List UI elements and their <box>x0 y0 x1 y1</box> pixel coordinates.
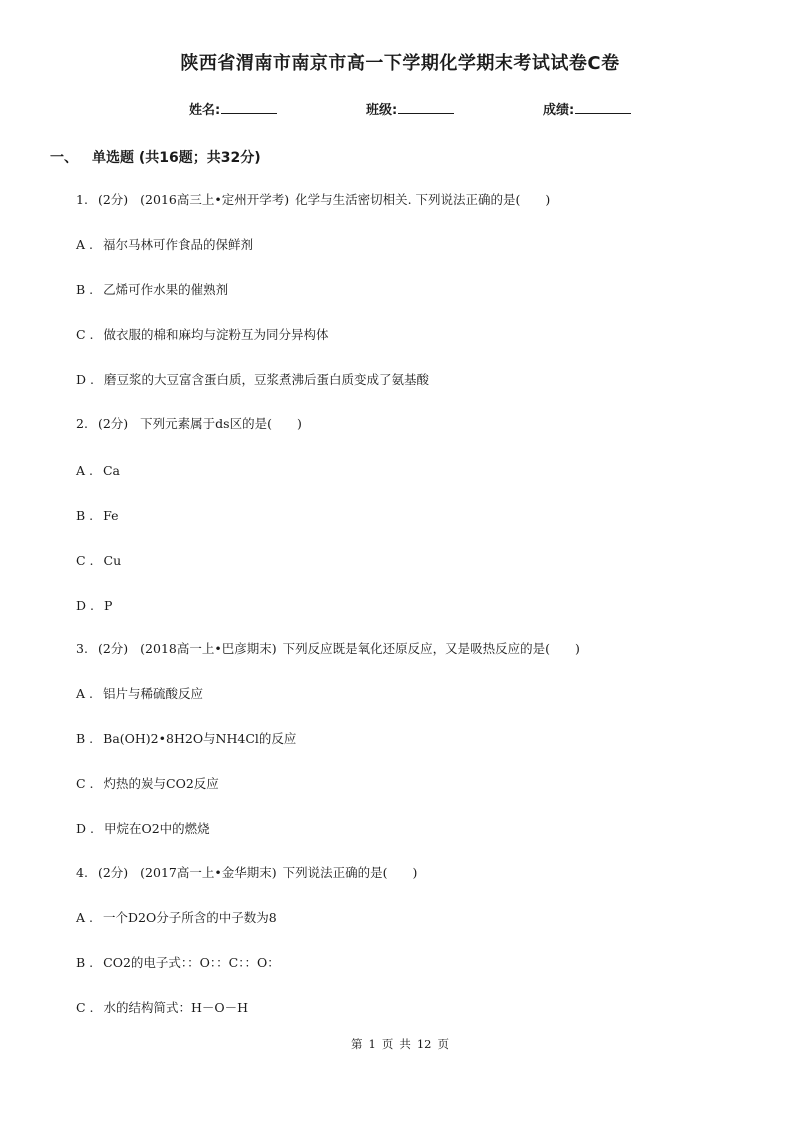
option-letter: D . <box>76 821 94 836</box>
name-label: 姓名: <box>189 103 221 118</box>
exam-title: 陕西省渭南市南京市高一下学期化学期末考试试卷C卷 <box>180 53 620 74</box>
option-text: 甲烷在O2中的燃烧 <box>103 821 210 836</box>
question-source: (2018高一上•巴彦期末) <box>140 641 277 656</box>
question-2 <box>76 416 302 432</box>
option-letter: A . <box>76 686 93 701</box>
option-text: 磨豆浆的大豆富含蛋白质，豆浆煮沸后蛋白质变成了氨基酸 <box>103 372 429 387</box>
option-text: Ca <box>102 463 121 478</box>
name-field <box>189 99 277 118</box>
option-letter: A . <box>76 463 93 478</box>
footer-total-pages: 12 <box>416 1037 432 1051</box>
option-3a[interactable] <box>76 686 203 702</box>
option-text: 做衣服的棉和麻均与淀粉互为同分异构体 <box>103 327 329 342</box>
footer-prefix: 第 <box>351 1037 363 1051</box>
option-letter: A . <box>76 910 93 925</box>
option-4a[interactable] <box>76 910 277 926</box>
option-text: 一个D2O分子所含的中子数为8 <box>102 910 277 925</box>
name-blank[interactable] <box>221 100 277 114</box>
question-number: 1. <box>76 192 88 207</box>
option-1d[interactable] <box>76 372 429 388</box>
option-text: 水的结构简式：H－O－H <box>103 1000 249 1015</box>
score-field <box>543 99 631 118</box>
question-score: (2分) <box>97 192 129 207</box>
question-number: 3. <box>76 641 88 656</box>
footer-suffix: 页 <box>437 1037 449 1051</box>
question-1 <box>76 192 550 208</box>
option-letter: C . <box>76 553 94 568</box>
question-number: 4. <box>76 865 88 880</box>
option-letter: B . <box>76 731 94 746</box>
class-label: 班级: <box>366 103 398 118</box>
question-3 <box>76 641 580 657</box>
option-2c[interactable] <box>76 553 121 569</box>
option-letter: B . <box>76 282 94 297</box>
question-source: (2016高三上•定州开学考) <box>140 192 290 207</box>
question-stem: 下列元素属于ds区的是( ) <box>140 416 302 431</box>
class-blank[interactable] <box>398 100 454 114</box>
footer-total-word: 共 <box>399 1037 411 1051</box>
option-text: Ba(OH)2•8H2O与NH4Cl的反应 <box>103 731 297 746</box>
option-1b[interactable] <box>76 282 228 298</box>
option-4c[interactable] <box>76 1000 248 1016</box>
option-1c[interactable] <box>76 327 329 343</box>
option-letter: B . <box>76 508 94 523</box>
question-stem: 化学与生活密切相关. 下列说法正确的是( ) <box>295 192 551 207</box>
option-2d[interactable] <box>76 598 112 614</box>
option-text: 乙烯可作水果的催熟剂 <box>103 282 229 297</box>
section-title: 单选题 (共16题；共32分) <box>92 150 261 166</box>
option-text: 铝片与稀硫酸反应 <box>102 686 203 701</box>
score-label: 成绩: <box>543 103 575 118</box>
footer-page-number: 1 <box>368 1037 376 1051</box>
option-letter: C . <box>76 1000 94 1015</box>
question-source: (2017高一上•金华期末) <box>140 865 277 880</box>
question-score: (2分) <box>97 865 129 880</box>
question-score: (2分) <box>97 416 129 431</box>
score-blank[interactable] <box>575 100 631 114</box>
option-1a[interactable] <box>76 237 253 253</box>
option-letter: B . <box>76 955 94 970</box>
page-footer <box>0 1036 800 1052</box>
option-letter: C . <box>76 776 94 791</box>
option-3b[interactable] <box>76 731 296 747</box>
question-score: (2分) <box>97 641 129 656</box>
option-letter: A . <box>76 237 93 252</box>
option-text: 福尔马林可作食品的保鲜剂 <box>102 237 253 252</box>
option-4b[interactable] <box>76 955 280 971</box>
option-text: P <box>103 598 113 613</box>
option-letter: C . <box>76 327 94 342</box>
section-number: 一、 <box>50 150 78 166</box>
option-text: Cu <box>103 553 122 568</box>
option-3d[interactable] <box>76 821 210 837</box>
student-info-row <box>0 99 800 119</box>
section-heading <box>50 147 261 167</box>
class-field <box>366 99 454 118</box>
option-3c[interactable] <box>76 776 219 792</box>
option-text: 灼热的炭与CO2反应 <box>103 776 219 791</box>
option-letter: D . <box>76 372 94 387</box>
question-number: 2. <box>76 416 88 431</box>
option-letter: D . <box>76 598 94 613</box>
option-text: Fe <box>103 508 119 523</box>
option-text: CO2的电子式：：O：：C：：O： <box>103 955 280 970</box>
footer-page-word: 页 <box>381 1037 394 1051</box>
option-2a[interactable] <box>76 463 120 479</box>
question-4 <box>76 865 417 881</box>
question-stem: 下列反应既是氧化还原反应，又是吸热反应的是( ) <box>282 641 580 656</box>
question-stem: 下列说法正确的是( ) <box>282 865 418 880</box>
option-2b[interactable] <box>76 508 119 524</box>
